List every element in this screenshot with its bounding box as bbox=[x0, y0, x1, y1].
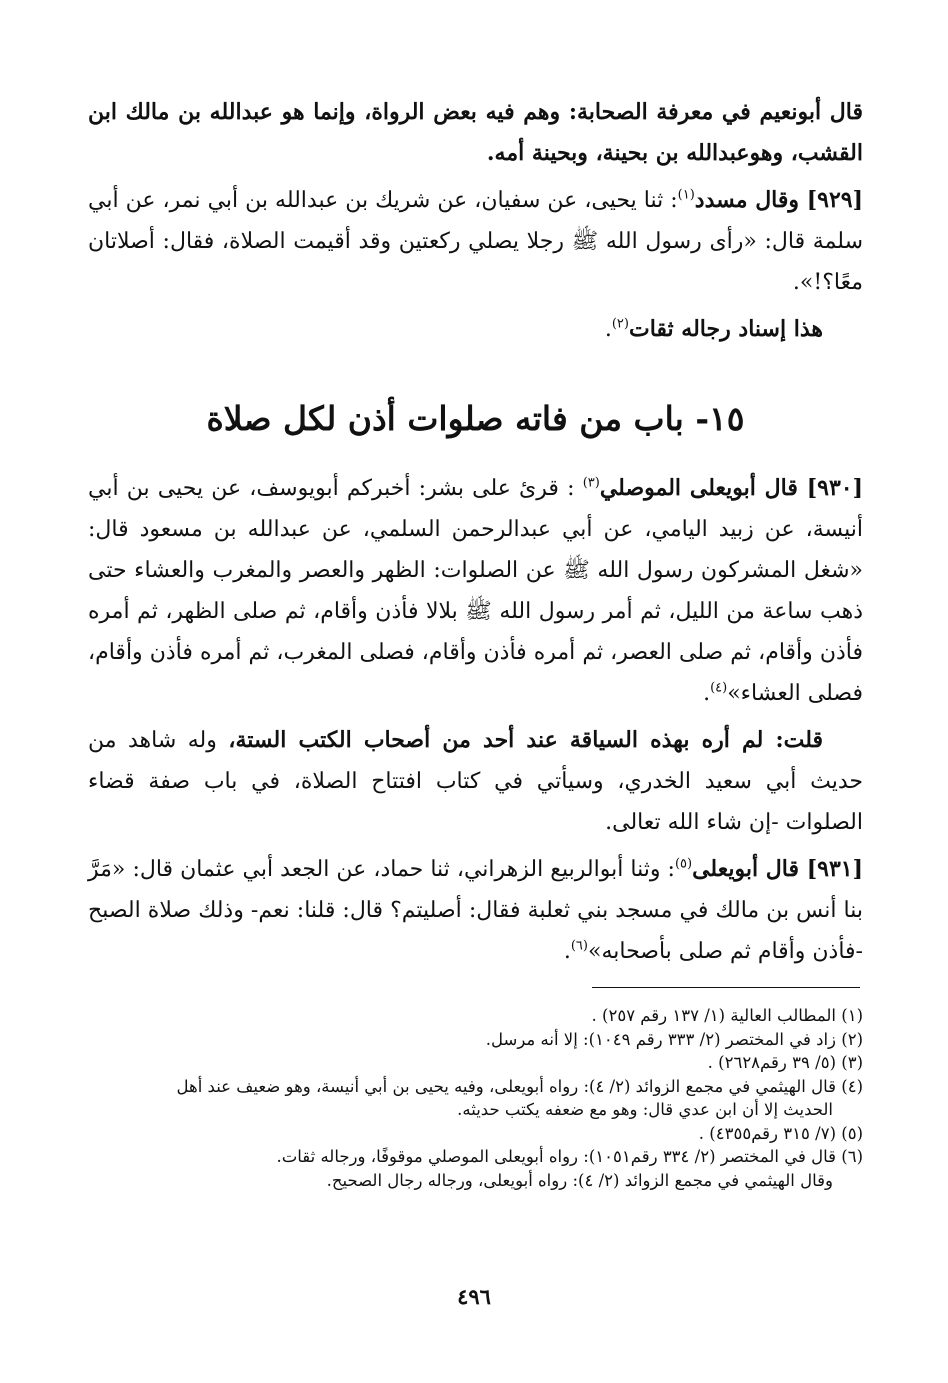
paragraph bbox=[88, 849, 863, 972]
paragraph-text: قال أبونعيم في معرفة الصحابة: وهم فيه بعض الرواة، وإنما هو عبدالله بن مالك ابن القشب، وهوعبدالله بن بحينة، وبحينة أمه. bbox=[88, 99, 863, 166]
page-body bbox=[88, 92, 863, 972]
footnote-ref: (٣) bbox=[582, 475, 600, 491]
paragraph-text: [٩٣١] قال أبويعلى bbox=[692, 856, 863, 882]
paragraph-text: . bbox=[604, 317, 612, 342]
footnote bbox=[88, 1004, 863, 1028]
footnote bbox=[88, 1051, 863, 1075]
paragraph-text: [٩٣٠] قال أبويعلى الموصلي bbox=[599, 475, 863, 501]
footnote-continuation: وقال الهيثمي في مجمع الزوائد (٢/ ٤): رواه أبويعلى، ورجاله رجال الصحيح. bbox=[326, 1170, 833, 1190]
text-after-heading bbox=[88, 468, 863, 972]
footnote-ref: (٥) bbox=[674, 856, 693, 872]
footnote-continuation: الحديث إلا أن ابن عدي قال: وهو مع ضعفه يكتب حديثه. bbox=[457, 1100, 833, 1119]
footnote-text: (٥) (٧/ ٣١٥ رقم٤٣٥٥) . bbox=[698, 1123, 863, 1143]
footnote-text: (٣) (٥/ ٣٩ رقم٢٦٢٨) . bbox=[707, 1053, 863, 1072]
footnote-ref: (٦) bbox=[570, 938, 588, 954]
footnote-separator bbox=[592, 987, 860, 988]
footnote bbox=[88, 1028, 863, 1052]
footnote-ref: (٤) bbox=[710, 680, 728, 696]
paragraph-text: : ثنا يحيى، عن سفيان، عن شريك بن عبدالله بن أبي نمر، عن أبي سلمة قال: «رأى رسول الله ﷺ رجلا يصلي ركعتين وقد أقيمت الصلاة، فقال: أصلاتان معًا؟!». bbox=[88, 188, 863, 295]
footnote-text: (٢) زاد في المختصر (٢/ ٣٣٣ رقم ١٠٤٩): إلا أنه مرسل. bbox=[485, 1029, 863, 1049]
paragraph-text: . bbox=[703, 681, 711, 706]
paragraph-text: قلت: لم أره بهذه السياقة عند أحد من أصحاب الكتب الستة، bbox=[228, 727, 823, 753]
footnote-text: (٤) قال الهيثمي في مجمع الزوائد (٢/ ٤): رواه أبويعلى، وفيه يحيى بن أبي أنيسة، وهو ضعيف عند أهل bbox=[176, 1076, 863, 1096]
footnote bbox=[88, 1075, 863, 1122]
paragraph-text: وله شاهد من حديث أبي سعيد الخدري، وسيأتي في كتاب افتتاح الصلاة، في باب صفة قضاء الصلوات -إن شاء الله تعالى. bbox=[88, 728, 863, 835]
footnote-text: (٦) قال في المختصر (٢/ ٣٣٤ رقم١٠٥١): رواه أبويعلى الموصلي موقوفًا، ورجاله ثقات. bbox=[276, 1147, 863, 1166]
paragraph-text: هذا إسناد رجاله ثقات bbox=[628, 316, 823, 342]
chapter-heading: ١٥- باب من فاته صلوات أذن لكل صلاة bbox=[206, 399, 745, 438]
paragraph bbox=[88, 309, 863, 350]
paragraph-text: [٩٢٩] وقال مسدد bbox=[694, 187, 863, 213]
paragraph-text: : قرئ على بشر: أخبركم أبويوسف، عن يحيى بن أبي أنيسة، عن زبيد اليامي، عن أبي عبدالرحمن السلمي، عن عبدالله بن مسعود قال: «شغل المشركون رسول الله ﷺ عن الصلوات: الظهر والعصر والمغرب والعشاء حتى ذهب ساعة من الليل، ثم أمر رسول الله ﷺ بلالا فأذن وأقام، ثم صلى الظهر، ثم أمره فأذن وأقام، ثم صلى العصر، ثم أمره فأذن وأقام، فصلى المغرب، ثم أمره فأذن وأقام، فصلى العشاء» bbox=[88, 476, 863, 706]
footnote bbox=[88, 1122, 863, 1146]
paragraph bbox=[88, 720, 863, 843]
footnote-ref: (١) bbox=[677, 187, 695, 203]
footnote bbox=[88, 1145, 863, 1192]
paragraph-text: : وثنا أبوالربيع الزهراني، ثنا حماد، عن الجعد أبي عثمان قال: «مَرَّ بنا أنس بن مالك في مسجد بني ثعلبة فقال: أصليتم؟ قال: قلنا: نعم- وذلك صلاة الصبح -فأذن وأقام ثم صلى بأصحابه» bbox=[88, 857, 863, 964]
paragraph-text: . bbox=[563, 939, 571, 964]
footnote-text: (١) المطالب العالية (١/ ١٣٧ رقم ٢٥٧) . bbox=[591, 1006, 863, 1025]
page-number: ٤٩٦ bbox=[457, 1284, 491, 1309]
text-before-heading bbox=[88, 92, 863, 350]
footnote-ref: (٢) bbox=[611, 316, 629, 332]
paragraph bbox=[88, 468, 863, 714]
paragraph bbox=[88, 92, 863, 174]
footnotes bbox=[88, 1004, 863, 1192]
paragraph bbox=[88, 180, 863, 303]
